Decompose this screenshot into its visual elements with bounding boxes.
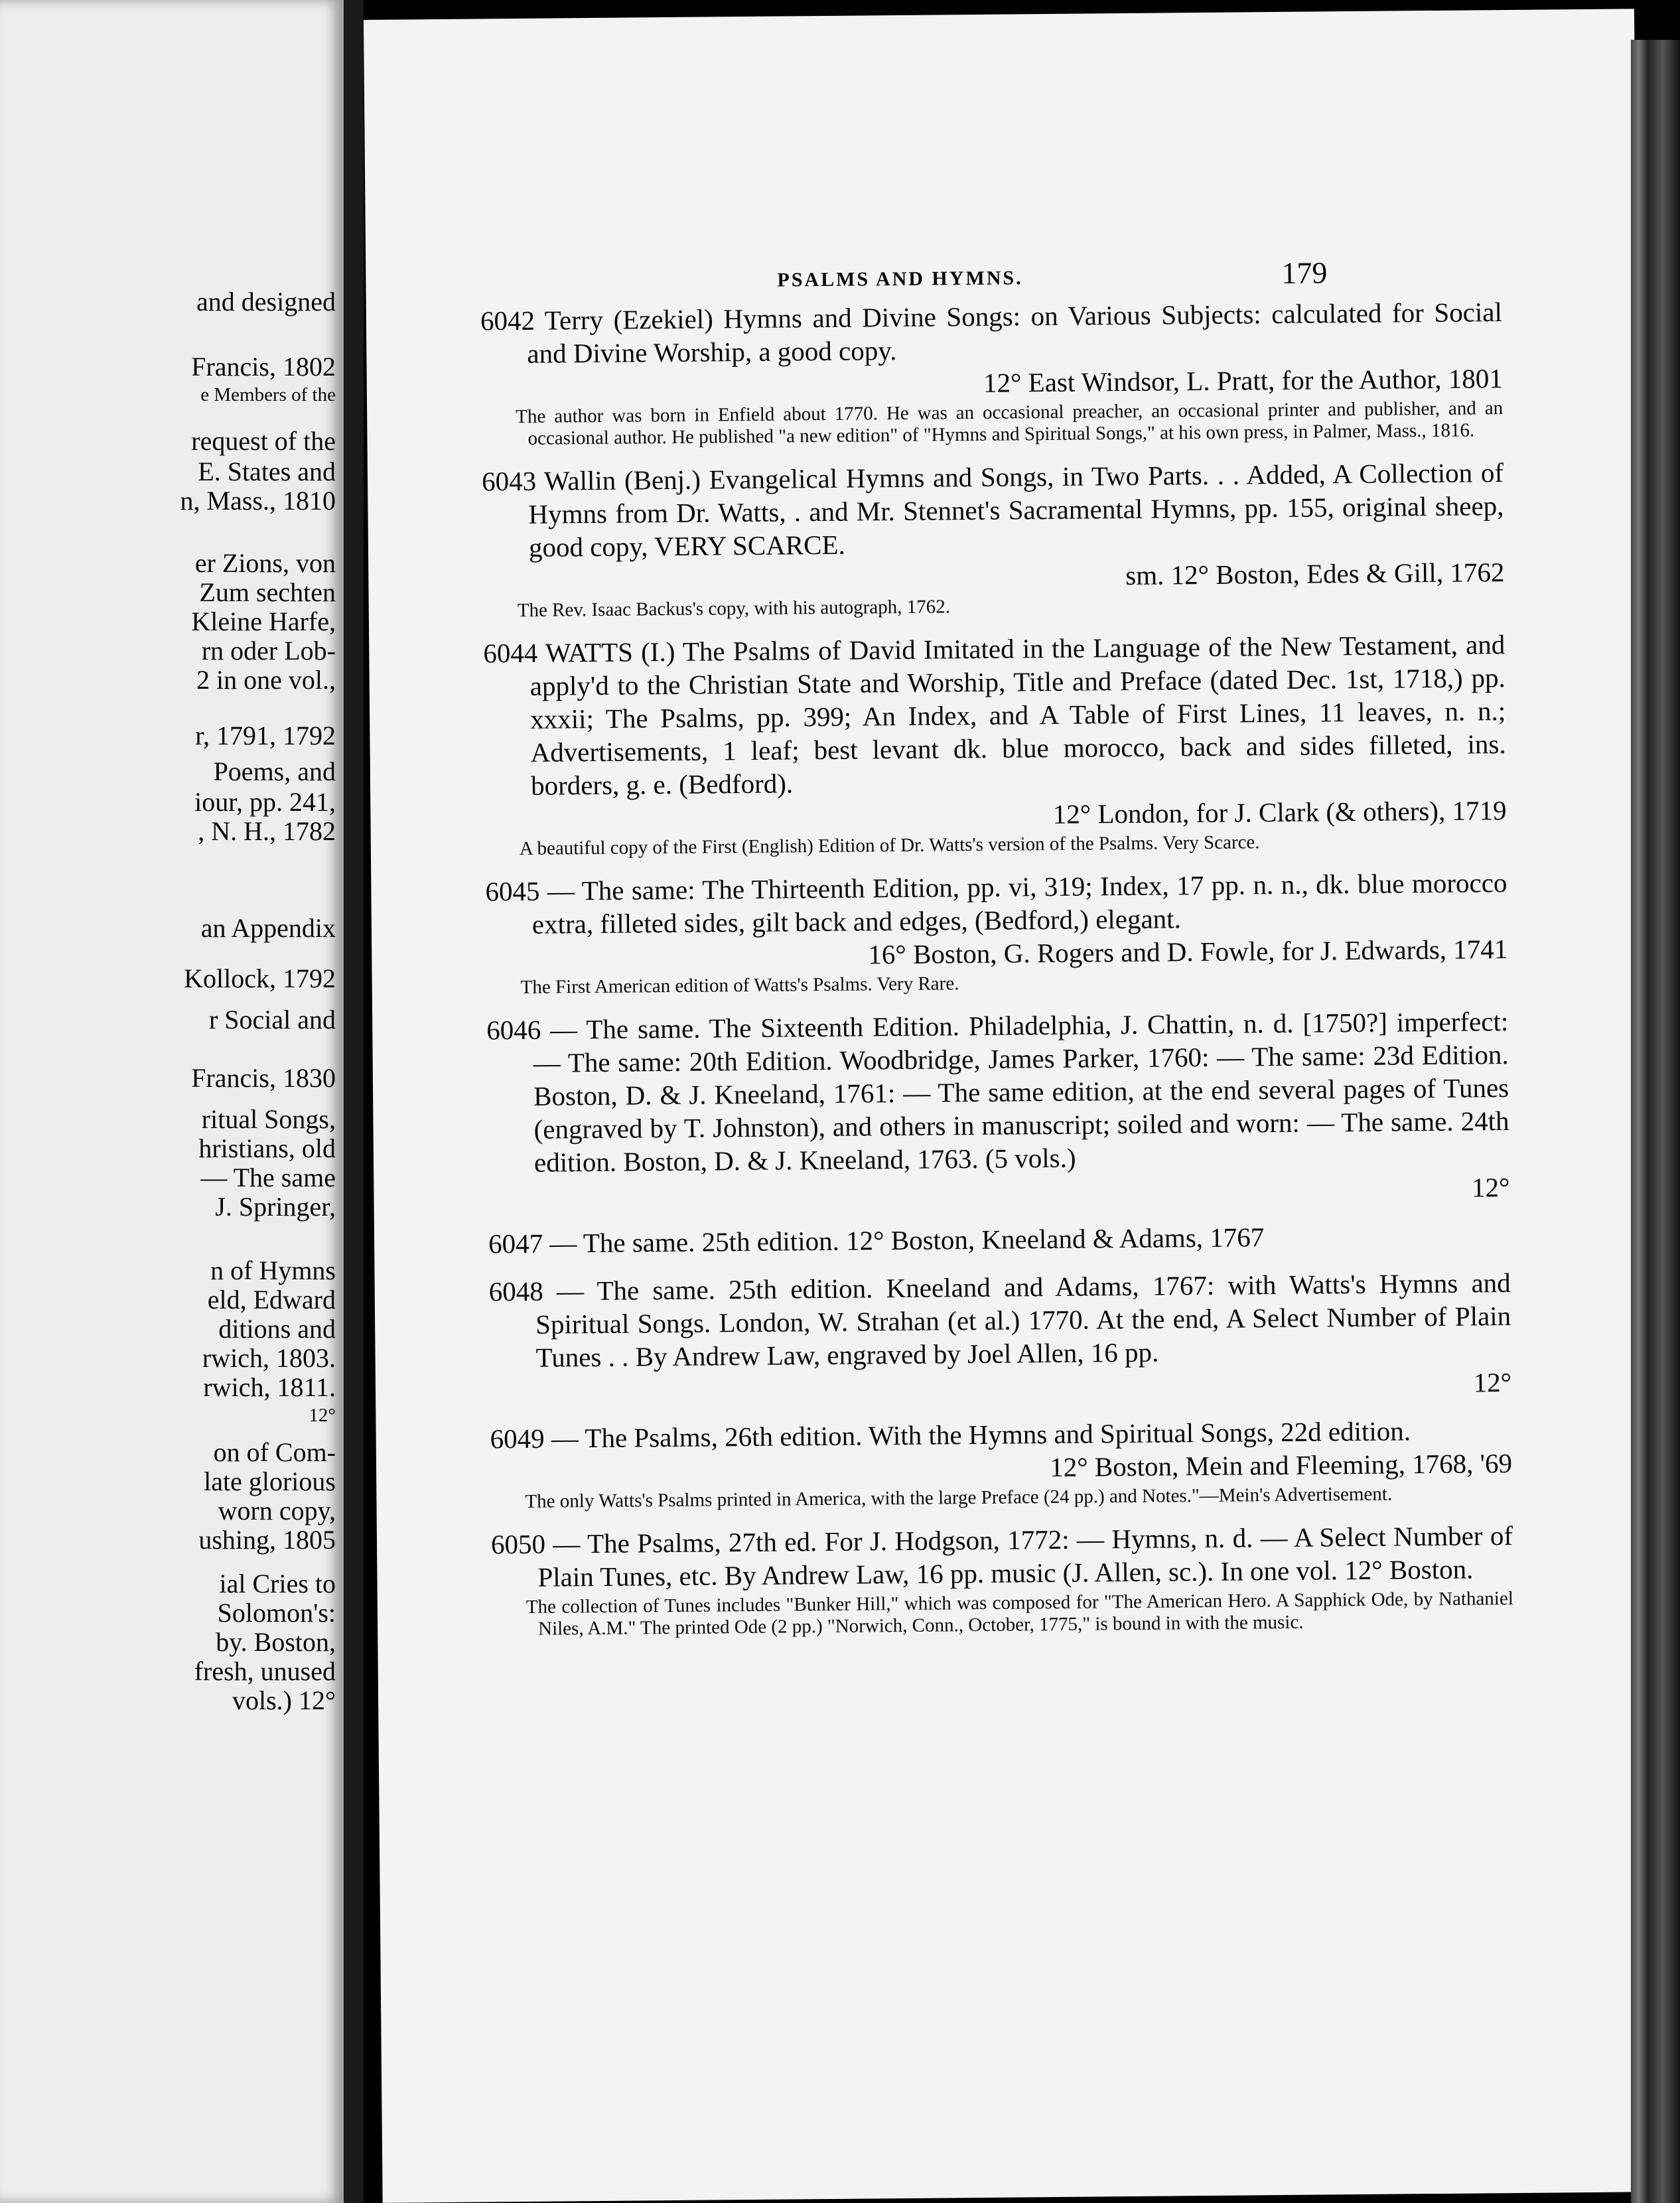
left-page-line: 12° bbox=[309, 1405, 336, 1426]
book-gutter bbox=[344, 0, 364, 2203]
left-page-line: , N. H., 1782 bbox=[198, 816, 336, 846]
catalogue-entries bbox=[480, 295, 1514, 1655]
catalogue-entry bbox=[490, 1413, 1512, 1513]
left-page-line: r, 1791, 1792 bbox=[195, 721, 336, 750]
entry-description: 6046 — The same. The Sixteenth Edition. Philadelphia, J. Chattin, n. d. [1750?] imperfect: — The same: 20th Edition. Woodbridge, James Parker, 1760: — The same: 23d Edition. Boston, D. & J. Kneeland, 1761: — The same edition, at the end several pages of Tunes (engraved by T. Johnston), and others in manuscript; soiled and worn: — The same. 24th edition. Boston, D. & J. Kneeland, 1763. (5 vols.) bbox=[486, 1006, 1509, 1178]
entry-description: 6047 — The same. 25th edition. 12° Boston, Kneeland & Adams, 1767 bbox=[488, 1222, 1265, 1259]
entry-imprint: 12° bbox=[1471, 1171, 1510, 1203]
left-page-line: — The same bbox=[200, 1163, 336, 1192]
left-page-line: Solomon's: bbox=[217, 1598, 336, 1628]
left-page-line: and designed bbox=[196, 287, 336, 317]
catalogue-entry bbox=[485, 866, 1508, 999]
left-page-line: hristians, old bbox=[198, 1133, 336, 1163]
page-number: 179 bbox=[1281, 255, 1328, 290]
left-page-line: on of Com- bbox=[213, 1437, 336, 1467]
entry-imprint: 12° bbox=[1473, 1366, 1512, 1398]
catalogue-entry bbox=[489, 1266, 1512, 1407]
left-page-line: e Members of the bbox=[200, 384, 336, 405]
left-page-line: E. States and bbox=[198, 457, 336, 486]
entry-imprint: 12° East Windsor, L. Pratt, for the Author, 1801 bbox=[983, 363, 1503, 398]
entry-note: The only Watts's Psalms printed in America, with the large Preface (24 pp.) and Notes."—Mein's Advertisement. bbox=[525, 1483, 1393, 1512]
left-page-line: Francis, 1802 bbox=[191, 352, 336, 382]
left-page-line: er Zions, von bbox=[194, 548, 336, 578]
entry-description: 6043 Wallin (Benj.) Evangelical Hymns and Songs, in Two Parts. . . Added, A Collection of Hymns from Dr. Watts, . and Mr. Stennet's Sacramental Hymns, pp. 155, original sheep, good copy, VERY SCARCE. bbox=[481, 457, 1504, 563]
left-page-line: ial Cries to bbox=[219, 1569, 336, 1599]
left-page-line: Poems, and bbox=[213, 756, 336, 786]
left-page-line: rwich, 1803. bbox=[202, 1343, 336, 1373]
left-page-line: late glorious bbox=[204, 1466, 336, 1496]
left-page-line: fresh, unused bbox=[194, 1656, 336, 1686]
entry-description: 6050 — The Psalms, 27th ed. For J. Hodgson, 1772: — Hymns, n. d. — A Select Number of Plain Tunes, etc. By Andrew Law, 16 pp. music (J. Allen, sc.). In one vol. 12° Boston. bbox=[490, 1520, 1513, 1593]
left-page-line: ditions and bbox=[218, 1314, 336, 1344]
entry-description: 6049 — The Psalms, 26th edition. With the Hymns and Spiritual Songs, 22d edition. bbox=[490, 1415, 1411, 1455]
page-header bbox=[366, 244, 1636, 295]
entry-description: 6044 WATTS (I.) The Psalms of David Imitated in the Language of the New Testament, and apply'd to the Christian State and Worship, Title and Preface (dated Dec. 1st, 1718,) pp. xxxii; The Psalms, pp. 399; An Index, and A Table of First Lines, 11 leaves, n. n.; Advertisements, 1 leaf; best levant dk. blue morocco, back and sides filleted, ins. borders, g. e. (Bedford). bbox=[483, 629, 1506, 801]
entry-imprint: sm. 12° Boston, Edes & Gill, 1762 bbox=[1125, 557, 1505, 591]
left-page-line: 2 in one vol., bbox=[196, 665, 336, 695]
left-page-line: rwich, 1811. bbox=[203, 1372, 336, 1402]
catalogue-entry bbox=[491, 1519, 1513, 1640]
entry-imprint: 12° Boston, Mein and Fleeming, 1768, '69 bbox=[1050, 1447, 1513, 1483]
catalogue-entry bbox=[486, 1005, 1510, 1212]
left-page-line: by. Boston, bbox=[216, 1627, 336, 1657]
left-page-line: iour, pp. 241, bbox=[194, 787, 336, 817]
catalogue-entry bbox=[480, 295, 1504, 450]
entry-note: The Rev. Isaac Backus's copy, with his autograph, 1762. bbox=[517, 596, 951, 622]
entry-description: 6045 — The same: The Thirteenth Edition, pp. vi, 319; Index, 17 pp. n. n., dk. blue morocco extra, filleted sides, gilt back and edges, (Bedford,) elegant. bbox=[485, 867, 1507, 940]
entry-description: 6042 Terry (Ezekiel) Hymns and Divine Songs: on Various Subjects: calculated for Social and Divine Worship, a good copy. bbox=[480, 297, 1503, 369]
page-edge bbox=[1631, 40, 1680, 2203]
left-page-line: J. Springer, bbox=[215, 1192, 336, 1222]
entry-note: The First American edition of Watts's Psalms. Very Rare. bbox=[520, 973, 959, 998]
left-page-line: Francis, 1830 bbox=[191, 1063, 336, 1093]
left-page-line: ushing, 1805 bbox=[198, 1525, 336, 1555]
entry-note: The author was born in Enfield about 1770. He was an occasional preacher, an occasional printer and publisher, and an occasional author. He published "a new edition" of "Hymns and Spiritual Songs," at his own press, in Palmer, Mass., 1816. bbox=[516, 397, 1504, 449]
entry-note: A beautiful copy of the First (English) Edition of Dr. Watts's version of the Psalms. Very Scarce. bbox=[519, 831, 1260, 859]
catalogue-entry bbox=[488, 1218, 1510, 1260]
catalogue-entry bbox=[483, 628, 1507, 860]
left-page-line: Kleine Harfe, bbox=[191, 606, 336, 636]
entry-imprint: 16° Boston, G. Rogers and D. Fowle, for J. Edwards, 1741 bbox=[868, 934, 1508, 970]
left-page-line: request of the bbox=[191, 426, 336, 456]
left-page-line: Zum sechten bbox=[199, 577, 336, 607]
left-page-line: r Social and bbox=[208, 1005, 336, 1034]
left-facing-page bbox=[0, 0, 344, 2203]
left-page-line: Kollock, 1792 bbox=[184, 963, 336, 993]
entry-note: The collection of Tunes includes "Bunker Hill," which was composed for "The American Hero. A Sapphick Ode, by Nathaniel Niles, A.M." The printed Ode (2 pp.) "Norwich, Conn., October, 1775," is bound in with the music. bbox=[525, 1587, 1513, 1640]
left-page-line: n of Hymns bbox=[210, 1255, 336, 1285]
left-page-line: vols.) 12° bbox=[232, 1685, 336, 1715]
entry-imprint: 12° London, for J. Clark (& others), 1719 bbox=[1052, 795, 1507, 829]
left-page-line: ritual Songs, bbox=[201, 1104, 336, 1134]
left-page-line: worn copy, bbox=[218, 1496, 336, 1526]
catalogue-entry bbox=[482, 456, 1505, 622]
left-page-line: an Appendix bbox=[200, 913, 336, 943]
running-head: PSALMS AND HYMNS. bbox=[777, 267, 1023, 291]
right-page bbox=[364, 9, 1653, 2203]
left-page-line: rn oder Lob- bbox=[201, 636, 336, 666]
left-page-line: eld, Edward bbox=[207, 1285, 336, 1315]
entry-description: 6048 — The same. 25th edition. Kneeland and Adams, 1767: with Watts's Hymns and Spiritual Songs. London, W. Strahan (et al.) 1770. At the end, A Select Number of Plain Tunes . . By Andrew Law, engraved by Joel Allen, 16 pp. bbox=[488, 1267, 1511, 1373]
left-page-line: n, Mass., 1810 bbox=[180, 486, 336, 516]
